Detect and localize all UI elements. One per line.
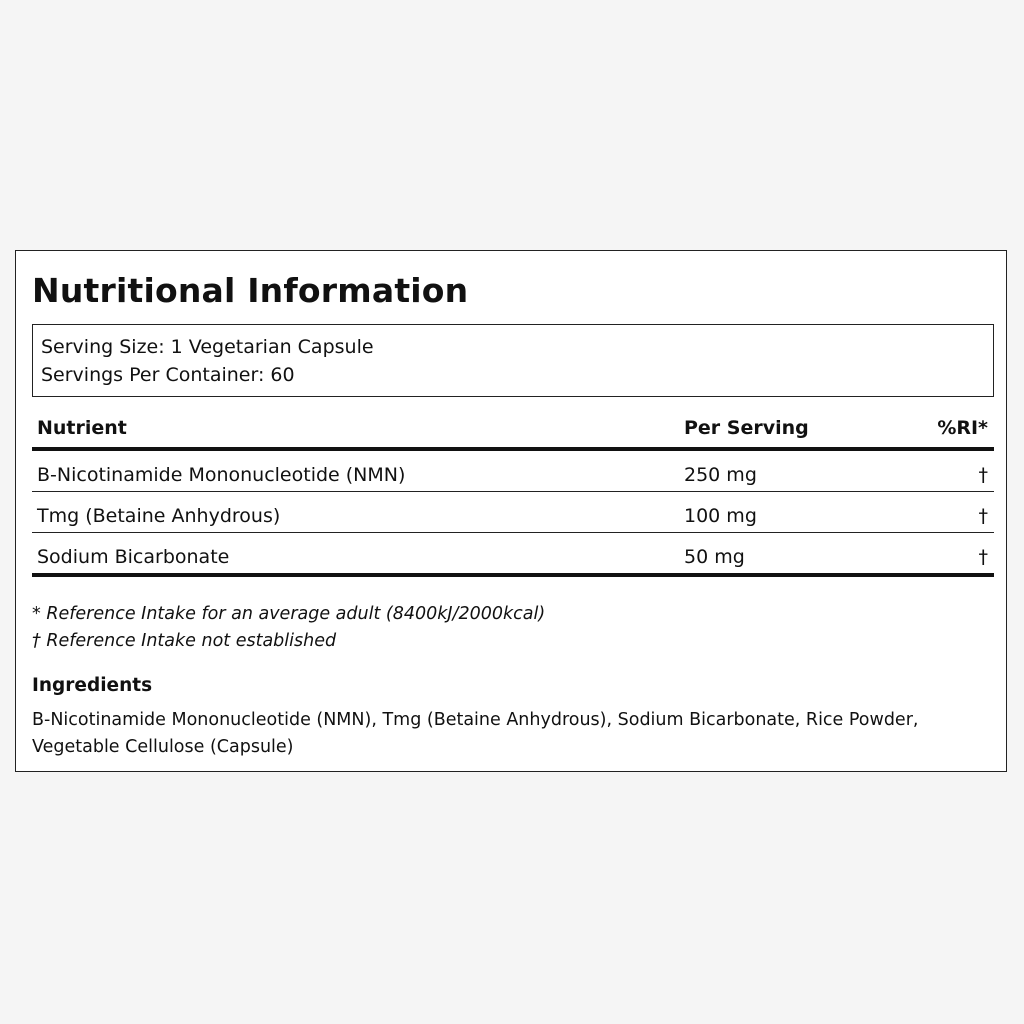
nutrient-amount: 100 mg xyxy=(684,505,757,527)
serving-info-box xyxy=(32,324,994,397)
nutrient-ri: † xyxy=(978,464,988,486)
table-row xyxy=(32,451,994,492)
nutrient-amount: 250 mg xyxy=(684,464,757,486)
footnote-reference-intake: * Reference Intake for an average adult (8400kJ/2000kcal) xyxy=(32,604,546,624)
servings-per-container: Servings Per Container: 60 xyxy=(41,364,295,386)
serving-size: Serving Size: 1 Vegetarian Capsule xyxy=(41,336,374,358)
nutrition-label xyxy=(15,250,1007,772)
nutrient-table xyxy=(32,413,994,577)
nutrient-name: Tmg (Betaine Anhydrous) xyxy=(37,505,281,527)
nutrient-name: Sodium Bicarbonate xyxy=(37,546,230,568)
table-row xyxy=(32,533,994,577)
header-nutrient: Nutrient xyxy=(37,417,127,439)
ingredients-list: B-Nicotinamide Mononucleotide (NMN), Tmg (Betaine Anhydrous), Sodium Bicarbonate, Rice Powder, Vegetable Cellulose (Capsule) xyxy=(32,710,919,757)
table-row xyxy=(32,492,994,533)
footnote-not-established: † Reference Intake not established xyxy=(32,631,337,651)
header-per-serving: Per Serving xyxy=(684,417,809,439)
header-ri: %RI* xyxy=(937,417,988,439)
footnotes xyxy=(32,601,545,655)
nutrient-ri: † xyxy=(978,546,988,568)
nutrient-amount: 50 mg xyxy=(684,546,745,568)
label-title: Nutritional Information xyxy=(32,271,469,310)
nutrient-ri: † xyxy=(978,505,988,527)
table-header-row xyxy=(32,413,994,451)
ingredients-heading: Ingredients xyxy=(32,675,153,696)
nutrient-name: B-Nicotinamide Mononucleotide (NMN) xyxy=(37,464,406,486)
